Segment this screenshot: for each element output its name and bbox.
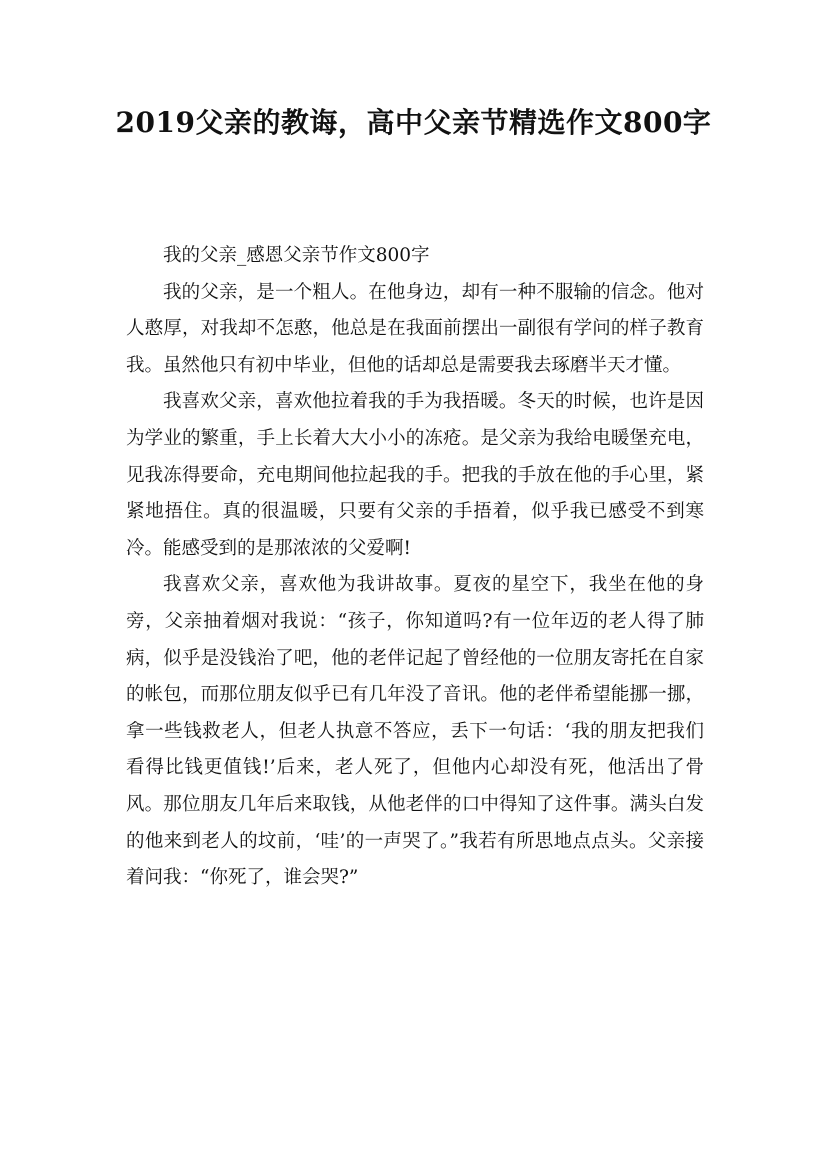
paragraph: 我喜欢父亲，喜欢他为我讲故事。夏夜的星空下，我坐在他的身旁，父亲抽着烟对我说：“孩子，你知道吗?有一位年迈的老人得了肺病，似乎是没钱治了吧，他的老伴记起了曾经他的一位朋友寄托在自家的帐包，而那位朋友似乎已有几年没了音讯。他的老伴希望能挪一挪，拿一些钱救老人，但老人执意不答应，丢下一句话：‘我的朋友把我们看得比钱更值钱!’后来，老人死了，但他内心却没有死，他活出了骨风。那位朋友几年后来取钱，从他老伴的口中得知了这件事。满头白发的他来到老人的坟前，‘哇’的一声哭了。”我若有所思地点点头。父亲接着问我：“你死了，谁会哭?” [126, 574, 704, 889]
essay-subtitle: 我的父亲_感恩父亲节作文800字 [163, 245, 430, 266]
paragraph: 我喜欢父亲，喜欢他拉着我的手为我捂暖。冬天的时候，也许是因为学业的繁重，手上长着大大小小的冻疮。是父亲为我给电暖堡充电，见我冻得要命，充电期间他拉起我的手。把我的手放在他的手心里，紧紧地捂住。真的很温暖，只要有父亲的手捂着，似乎我已感受不到寒冷。能感受到的是那浓浓的父爱啊! [126, 391, 704, 559]
document-title: 2019父亲的教诲，高中父亲节精选作文800字 [115, 106, 712, 139]
document-body [126, 238, 704, 897]
paragraph: 我的父亲，是一个粗人。在他身边，却有一种不服输的信念。他对人憨厚，对我却不怎憨，他总是在我面前摆出一副很有学问的样子教育我。虽然他只有初中毕业，但他的话却总是需要我去琢磨半天才懂。 [126, 281, 704, 376]
